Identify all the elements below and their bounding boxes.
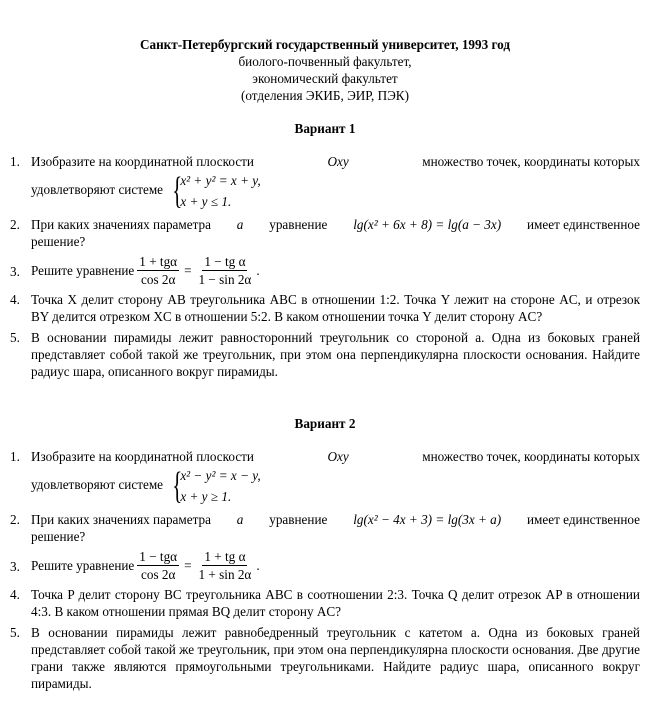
problem-number: 4.: [10, 587, 20, 602]
problem-number: 4.: [10, 292, 20, 307]
problem-5: [10, 624, 640, 692]
system-line-2: x + y ≤ 1.: [180, 194, 232, 209]
problem-text: Изобразите на координатной плоскости: [31, 449, 254, 464]
right-denominator: 1 − sin 2α: [198, 272, 252, 287]
equation: lg(x² + 6x + 8) = lg(a − 3x): [353, 217, 502, 232]
problem-text-cont: уравнение: [269, 512, 328, 527]
problem-4: [10, 586, 640, 620]
problem-text: Изобразите на координатной плоскости: [31, 154, 254, 169]
problem-text-tail: решение?: [31, 529, 86, 544]
problem-2: [10, 511, 640, 545]
equals-sign: =: [184, 263, 192, 278]
problem-number: 2.: [10, 512, 20, 527]
right-fraction: [197, 254, 254, 287]
variant-1-problems: [10, 153, 640, 380]
left-numerator: 1 − tgα: [139, 549, 178, 564]
left-fraction: [137, 254, 179, 287]
left-denominator: cos 2α: [141, 272, 176, 287]
period: .: [256, 263, 260, 278]
problem-text: При каких значениях параметра: [31, 217, 211, 232]
document-page: [10, 0, 640, 696]
problem-text: Точка X делит сторону AB треугольника ABC в отношении 1:2. Точка Y лежит на стороне AC, и отрезок BY делится отрезком XC в отношении 5:2. В каком отношении точка Y делит сторону AC?: [31, 292, 640, 324]
problem-text-end: имеет единственное: [526, 217, 640, 232]
problem-2: [10, 216, 640, 250]
equation-system: [170, 170, 260, 212]
right-fraction: [197, 549, 254, 582]
problem-3: [10, 549, 640, 582]
equation: lg(x² − 4x + 3) = lg(3x + a): [353, 512, 502, 527]
left-denominator: cos 2α: [141, 567, 176, 582]
parameter-name: a: [236, 217, 244, 232]
problem-number: 1.: [10, 154, 20, 169]
equation-system: [170, 465, 260, 507]
right-numerator: 1 − tg α: [204, 254, 246, 269]
plane-name: Oxy: [327, 154, 349, 169]
document-header: [10, 36, 640, 104]
problem-number: 5.: [10, 330, 20, 345]
period: .: [256, 558, 260, 573]
problem-text: Точка P делит сторону BC треугольника ABC в соотношении 2:3. Точка Q делит отрезок AP в отношении 4:3. В каком отношении прямая BQ делит сторону AC?: [31, 587, 640, 619]
left-brace: {: [172, 170, 183, 212]
plane-name: Oxy: [327, 449, 349, 464]
problem-text-end: имеет единственное: [526, 512, 640, 527]
problem-number: 3.: [10, 264, 20, 279]
system-line-1: x² + y² = x + y,: [180, 173, 261, 188]
problem-number: 2.: [10, 217, 20, 232]
problem-text-cont: множество точек, координаты которых: [422, 154, 640, 169]
variant-1-title: Вариант 1: [294, 121, 356, 136]
problem-number: 3.: [10, 559, 20, 574]
system-line-2: x + y ≥ 1.: [180, 489, 232, 504]
problem-text-cont: множество точек, координаты которых: [422, 449, 640, 464]
equals-sign: =: [184, 558, 192, 573]
problem-number: 5.: [10, 625, 20, 640]
header-faculty-1: биолого-почвенный факультет,: [238, 54, 412, 69]
problem-text-system-intro: удовлетворяют системе: [31, 477, 164, 493]
variant-2-problems: [10, 448, 640, 692]
right-numerator: 1 + tg α: [204, 549, 246, 564]
problem-text: Решите уравнение: [31, 558, 135, 573]
header-title: Санкт-Петербургский государственный университет, 1993 год: [139, 37, 511, 52]
problem-number: 1.: [10, 449, 20, 464]
left-brace: {: [172, 465, 183, 507]
problem-4: [10, 291, 640, 325]
problem-1: [10, 153, 640, 212]
left-fraction: [137, 549, 179, 582]
variant-2-title: Вариант 2: [294, 416, 356, 431]
problem-1: [10, 448, 640, 507]
header-departments: (отделения ЭКИБ, ЭИР, ПЭК): [241, 88, 409, 103]
problem-text: При каких значениях параметра: [31, 512, 211, 527]
left-numerator: 1 + tgα: [139, 254, 178, 269]
right-denominator: 1 + sin 2α: [198, 567, 252, 582]
header-faculty-2: экономический факультет: [252, 71, 398, 86]
problem-text: В основании пирамиды лежит равнобедренный треугольник с катетом a. Одна из боковых граней представляет собой такой же треугольник, при этом она перпендикулярна плоскости основания. Две другие грани также являются прямоугольными треугольниками. Найдите радиус шара, описанного вокруг пирамиды.: [31, 625, 640, 691]
problem-text-tail: решение?: [31, 234, 86, 249]
problem-3: [10, 254, 640, 287]
problem-text: В основании пирамиды лежит равносторонний треугольник со стороной a. Одна из боковых граней представляет собой такой же треугольник, при этом она перпендикулярна плоскости основания. Найдите радиус шара, описанного вокруг пирамиды.: [31, 330, 640, 379]
system-line-1: x² − y² = x − y,: [180, 468, 261, 483]
parameter-name: a: [236, 512, 244, 527]
problem-5: [10, 329, 640, 380]
problem-text-system-intro: удовлетворяют системе: [31, 182, 164, 198]
problem-text-cont: уравнение: [269, 217, 328, 232]
problem-text: Решите уравнение: [31, 263, 135, 278]
